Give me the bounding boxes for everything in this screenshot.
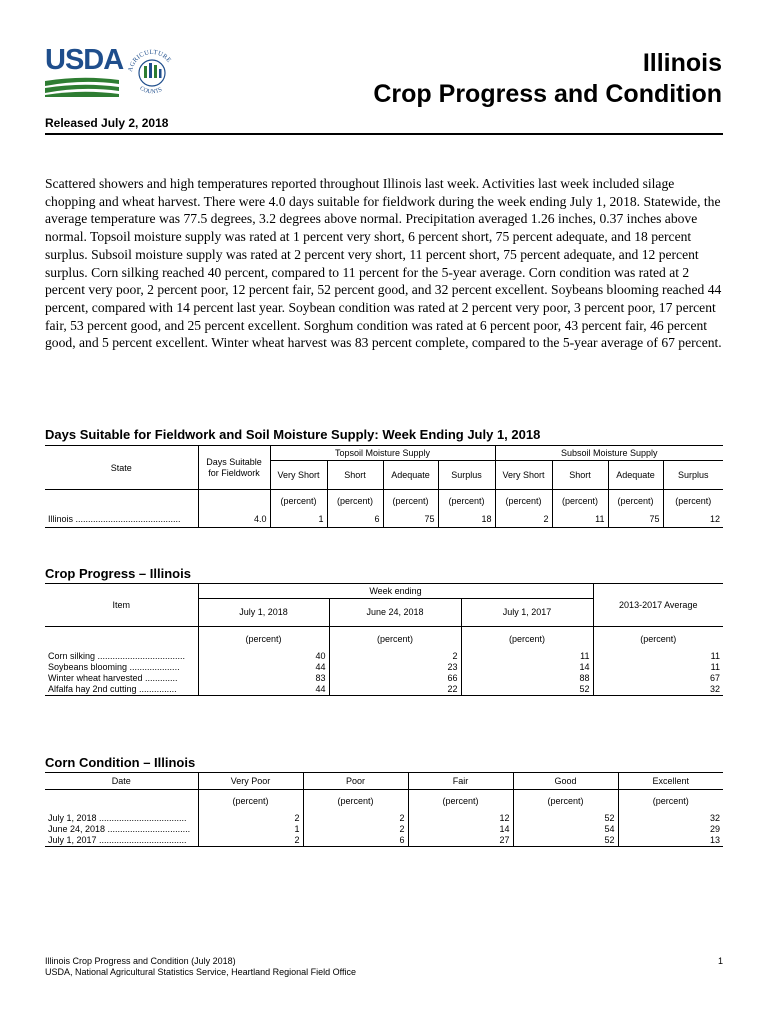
cell-value: 27 (408, 835, 513, 847)
row-label: Alfalfa hay 2nd cutting ............... (45, 684, 198, 696)
cell-value: 14 (408, 824, 513, 835)
cell-value: 1 (198, 824, 303, 835)
footer-agency: USDA, National Agricultural Statistics Service, Heartland Regional Field Office (45, 967, 356, 977)
row-label: July 1, 2018 ................................... (45, 813, 198, 824)
page-footer (45, 956, 723, 978)
cell-value: 2 (303, 824, 408, 835)
unit-label: (percent) (438, 490, 495, 512)
cell-value: 23 (329, 662, 461, 673)
cell-value: 6 (303, 835, 408, 847)
table-row (45, 662, 723, 673)
agriculture-counts-seal (122, 42, 182, 102)
footer-report-name: Illinois Crop Progress and Condition (July 2018) (45, 956, 236, 966)
unit-label: (percent) (198, 627, 329, 651)
cell-value: 75 (608, 512, 663, 528)
cell-value: 12 (408, 813, 513, 824)
cell-value: 88 (461, 673, 593, 684)
unit-label: (percent) (329, 627, 461, 651)
page-number: 1 (717, 956, 723, 966)
unit-label: (percent) (408, 790, 513, 813)
header-rule (45, 133, 723, 135)
row-label: July 1, 2017 ................................... (45, 835, 198, 847)
unit-label: (percent) (552, 490, 608, 512)
unit-label: (percent) (303, 790, 408, 813)
cell-value: 13 (618, 835, 723, 847)
cell-days-suitable: 4.0 (198, 512, 270, 528)
cell-value: 52 (513, 813, 618, 824)
table-row (45, 512, 723, 528)
svg-text:COUNTS: COUNTS (138, 85, 164, 96)
table-row (45, 835, 723, 847)
cell-value: 11 (710, 651, 720, 661)
col-good: Good (513, 773, 618, 790)
col-days-suitable: Days Suitable for Fieldwork (198, 446, 270, 490)
col-topsoil-short: Short (327, 461, 383, 490)
table-row (45, 651, 723, 662)
cell-value: 44 (198, 662, 329, 673)
row-label: Corn silking ................................... (45, 651, 198, 662)
cell-value: 12 (663, 512, 723, 528)
fieldwork-title: Days Suitable for Fieldwork and Soil Moisture Supply: Week Ending July 1, 2018 (45, 427, 541, 442)
col-subsoil-short: Short (552, 461, 608, 490)
col-topsoil-surplus: Surplus (438, 461, 495, 490)
narrative-text: Scattered showers and high temperatures reported throughout Illinois last week. Activities last week included silage chopping and wheat harvest. There were 4.0 days suitable for fieldwork during the week ending July 1, 2018. Statewide, the average temperature was 77.5 degrees, 3.2 degrees above normal. Precipitation averaged 1.26 inches, 0.37 inches above normal. Topsoil moisture supply was rated at 1 percent very short, 6 percent short, 75 percent adequate, and 18 percent surplus. Subsoil moisture supply was rated at 2 percent very short, 11 percent short, 75 percent adequate, and 12 percent surplus. Corn silking reached 40 percent, compared to 11 percent for the 5-year average. Corn condition was rated at 2 percent very poor, 2 percent poor, 12 percent fair, 52 percent good, and 32 percent excellent. Soybeans blooming reached 44 percent, compared with 14 percent last year. Soybean condition was rated at 2 percent very poor, 3 percent poor, 17 percent fair, 53 percent good, and 25 percent excellent. Sorghum condition was rated at 6 percent poor, 43 percent fair, 46 percent good, and 5 percent excellent. Winter wheat harvest was 83 percent complete, compared to the 5-year average of 67 percent. (45, 176, 722, 351)
cell-value: 40 (198, 651, 329, 662)
group-week-ending: Week ending (198, 584, 593, 599)
col-poor: Poor (303, 773, 408, 790)
cell-value: 67 (709, 673, 720, 683)
col-july-1-2017: July 1, 2017 (461, 599, 593, 627)
group-subsoil: Subsoil Moisture Supply (495, 446, 723, 461)
condition-table (45, 772, 723, 847)
cell-value: 44 (198, 684, 329, 696)
unit-label: (percent) (495, 490, 552, 512)
release-date: Released July 2, 2018 (45, 116, 169, 130)
row-label: Winter wheat harvested ............. (45, 673, 198, 684)
report-title (373, 48, 722, 110)
cell-value: 2 (329, 651, 461, 662)
title-report: Crop Progress and Condition (373, 80, 722, 108)
unit-label: (percent) (652, 796, 689, 807)
col-average: 2013-2017 Average (593, 584, 723, 627)
unit-label: (percent) (383, 490, 438, 512)
col-june-24-2018: June 24, 2018 (329, 599, 461, 627)
col-state: State (45, 446, 198, 490)
usda-logo (45, 44, 124, 97)
cell-value: 29 (709, 824, 720, 834)
unit-label: (percent) (513, 790, 618, 813)
col-subsoil-surplus: Surplus (663, 461, 723, 490)
unit-label: (percent) (675, 495, 712, 506)
cell-value: 32 (593, 684, 723, 696)
cell-value: 22 (329, 684, 461, 696)
cell-value: 2 (495, 512, 552, 528)
cell-value: 83 (198, 673, 329, 684)
unit-label: (percent) (198, 790, 303, 813)
col-subsoil-adequate: Adequate (608, 461, 663, 490)
condition-title: Corn Condition – Illinois (45, 755, 196, 770)
table-row (45, 684, 723, 696)
cell-value: 14 (461, 662, 593, 673)
cell-value: 75 (383, 512, 438, 528)
cell-value: 66 (329, 673, 461, 684)
cell-value: 54 (513, 824, 618, 835)
usda-logo-text: USDA (45, 44, 124, 76)
cell-value: 32 (709, 813, 720, 823)
unit-label: (percent) (608, 490, 663, 512)
col-topsoil-very-short: Very Short (270, 461, 327, 490)
col-fair: Fair (408, 773, 513, 790)
table-row (45, 813, 723, 824)
progress-title: Crop Progress – Illinois (45, 566, 191, 581)
col-very-poor: Very Poor (198, 773, 303, 790)
cell-value: 52 (513, 835, 618, 847)
progress-table (45, 583, 723, 696)
row-label-illinois: Illinois .......................................... (45, 512, 198, 528)
usda-logo-stripes (45, 77, 119, 97)
table-row (45, 673, 723, 684)
row-label: June 24, 2018 ................................. (45, 824, 198, 835)
cell-value: 2 (303, 813, 408, 824)
unit-label: (percent) (327, 490, 383, 512)
row-label: Soybeans blooming .................... (45, 662, 198, 673)
title-state: Illinois (642, 49, 722, 77)
table-row (45, 824, 723, 835)
group-topsoil: Topsoil Moisture Supply (270, 446, 495, 461)
col-july-1-2018: July 1, 2018 (198, 599, 329, 627)
col-item: Item (45, 584, 198, 627)
cell-value: 2 (198, 835, 303, 847)
unit-label: (percent) (640, 633, 677, 644)
cell-value: 18 (438, 512, 495, 528)
cell-value: 2 (198, 813, 303, 824)
svg-text:AGRICULTURE: AGRICULTURE (127, 48, 173, 73)
col-topsoil-adequate: Adequate (383, 461, 438, 490)
col-subsoil-very-short: Very Short (495, 461, 552, 490)
cell-value: 11 (552, 512, 608, 528)
col-date: Date (45, 773, 198, 790)
col-excellent: Excellent (618, 773, 723, 790)
cell-value: 6 (327, 512, 383, 528)
cell-value: 11 (710, 662, 720, 672)
fieldwork-table (45, 445, 723, 528)
cell-value: 1 (270, 512, 327, 528)
unit-label: (percent) (270, 490, 327, 512)
cell-value: 11 (461, 651, 593, 662)
cell-value: 52 (461, 684, 593, 696)
unit-label: (percent) (461, 627, 593, 651)
